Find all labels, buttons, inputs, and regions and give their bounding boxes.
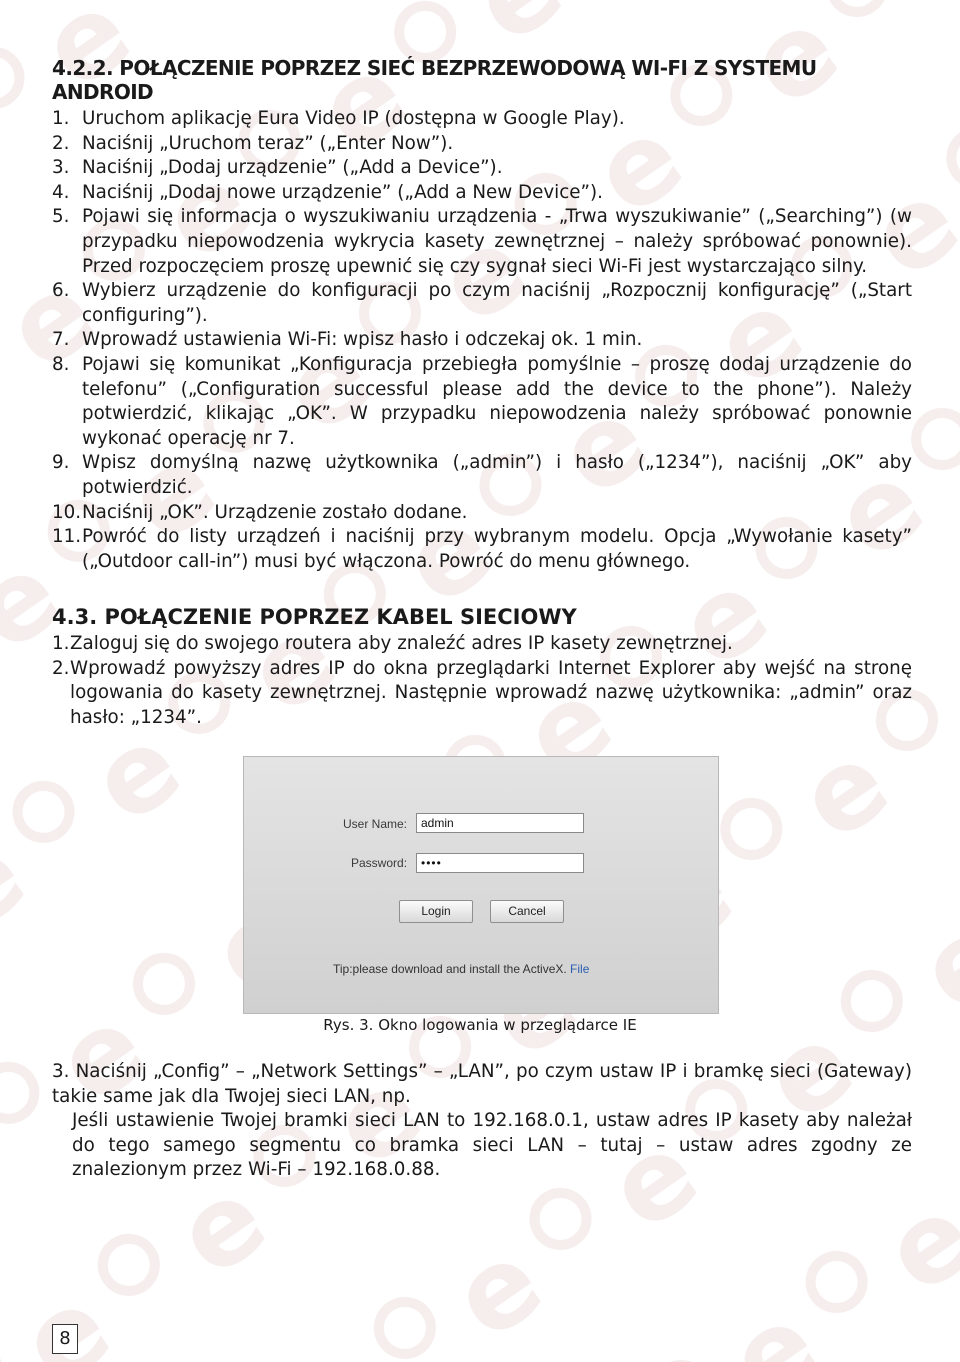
file-link[interactable]: File <box>570 962 590 976</box>
document-body <box>52 56 912 731</box>
step-text: Wybierz urządzenie do konfiguracji po czym naciśnij „Rozpocznij konfigurację” („Start configuring”). <box>82 280 912 326</box>
list-item <box>52 156 912 181</box>
login-screenshot <box>243 756 719 1014</box>
step-text: Naciśnij „OK”. Urządzenie zostało dodane. <box>82 501 468 523</box>
step-number: 2. <box>52 657 70 679</box>
step-text: Naciśnij „Dodaj nowe urządzenie” („Add a New Device”). <box>82 181 603 203</box>
step-text: Powróć do listy urządzeń i naciśnij przy wybranym modelu. Opcja „Wywołanie kasety” („Outdoor call-in”) musi być włączona. Powróć do menu głównego. <box>82 526 912 572</box>
step-text: Pojawi się komunikat „Konfiguracja przebiegła pomyślnie – proszę dodaj urządzenie do telefonu” („Configuration successful please add the device to the phone”). Należy potwierdzić, klikając „OK”. W przypadku niepowodzenia należy spróbować ponownie wykonać operację nr 7. <box>82 353 912 449</box>
step-number: 9. <box>52 452 70 474</box>
list-item <box>52 328 912 353</box>
list-item <box>52 525 912 574</box>
figure-caption: Rys. 3. Okno logowania w przeglądarce IE <box>323 1016 637 1034</box>
step-text: Wprowadź ustawienia Wi-Fi: wpisz hasło i odczekaj ok. 1 min. <box>82 329 643 351</box>
step-text: Naciśnij „Uruchom teraz” („Enter Now”). <box>82 132 454 154</box>
page-number: 8 <box>52 1324 78 1354</box>
wifi-steps-list <box>52 107 912 574</box>
step-number: 3. <box>52 157 70 179</box>
step-text: Pojawi się informacja o wyszukiwaniu urządzenia - „Trwa wyszukiwanie” („Searching”) (w przypadku niepowodzenia wykrycia kasety zewnętrznej – należy spróbować ponownie). Przed rozpoczęciem proszę upewnić się czy sygnał sieci Wi-Fi jest wystarczająco silny. <box>82 206 912 277</box>
password-field[interactable]: •••• <box>416 853 584 873</box>
step-number: 11. <box>52 526 82 548</box>
list-item <box>52 451 912 500</box>
list-item <box>52 353 912 451</box>
step-number: 8. <box>52 353 70 375</box>
step3-paragraph <box>52 1060 912 1183</box>
step3-line2: Jeśli ustawienie Twojej bramki sieci LAN to 192.168.0.1, ustaw adres IP kasety aby należał do tego samego segmentu co bramka sieci LAN – tutaj – ustaw adres zgodny ze znalezionym przez Wi-Fi – 192.168.0.88. <box>72 1110 912 1181</box>
step-text: Naciśnij „Dodaj urządzenie” („Add a Device”). <box>82 157 503 179</box>
list-item <box>52 632 912 657</box>
step-number: 4. <box>52 181 70 203</box>
user-name-label: User Name: <box>343 817 408 831</box>
list-item <box>52 657 912 731</box>
step-number: 1. <box>52 108 70 129</box>
step-text: Wpisz domyślną nazwę użytkownika („admin”) i hasło („1234”), naciśnij „OK” aby potwierdzić. <box>82 452 912 498</box>
step-number: 7. <box>52 329 70 351</box>
section-heading-cable: 4.3. POŁĄCZENIE POPRZEZ KABEL SIECIOWY <box>52 605 577 630</box>
activex-tip <box>333 962 589 976</box>
list-item <box>52 132 912 157</box>
password-label: Password: <box>351 856 408 870</box>
cable-steps-list <box>52 632 912 730</box>
list-item <box>52 501 912 526</box>
step3-line1: 3. Naciśnij „Config” – „Network Settings” – „LAN”, po czym ustaw IP i bramkę sieci (Gateway) takie same jak dla Twojej sieci LAN, np. <box>52 1061 912 1107</box>
step-number: 10. <box>52 501 82 523</box>
list-item <box>52 107 912 132</box>
login-button[interactable]: Login <box>399 900 473 923</box>
section-heading-wifi: 4.2.2. POŁĄCZENIE POPRZEZ SIEĆ BEZPRZEWODOWĄ WI-FI Z SYSTEMU ANDROID <box>52 56 817 104</box>
step-text: Uruchom aplikację Eura Video IP (dostępna w Google Play). <box>82 108 625 129</box>
step-number: 2. <box>52 132 70 154</box>
list-item <box>52 279 912 328</box>
step-text: Wprowadź powyższy adres IP do okna przeglądarki Internet Explorer aby wejść na stronę logowania do kasety zewnętrznej. Następnie wprowadź nazwę użytkownika: „admin” oraz hasło: „1234”. <box>70 657 912 729</box>
cancel-button[interactable]: Cancel <box>490 900 564 923</box>
step-text: Zaloguj się do swojego routera aby znaleźć adres IP kasety zewnętrznej. <box>70 633 733 655</box>
step-number: 1. <box>52 633 70 655</box>
list-item <box>52 181 912 206</box>
list-item <box>52 205 912 279</box>
step-number: 5. <box>52 206 70 228</box>
tip-text: Tip:please download and install the ActiveX. <box>333 962 567 976</box>
step-number: 6. <box>52 280 70 302</box>
user-name-field[interactable]: admin <box>416 813 584 833</box>
